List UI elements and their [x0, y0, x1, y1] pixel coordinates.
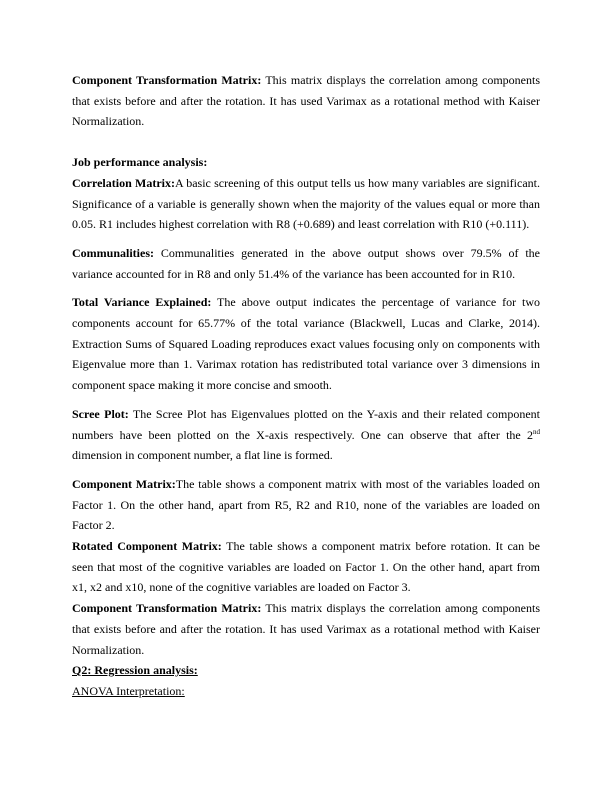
paragraph-total-variance: [72, 292, 540, 396]
label: Scree Plot:: [72, 406, 129, 421]
body-text: This matrix displays the correlation among components that exists before and after the rotation. It has used Varimax as a rotational method with Kaiser Normalization.: [72, 73, 541, 129]
label: Communalities:: [72, 245, 154, 260]
label: Total Variance Explained:: [72, 295, 212, 310]
superscript: nd: [533, 427, 540, 436]
label: Component Transformation Matrix:: [72, 73, 262, 87]
label: Component Matrix:: [72, 476, 176, 491]
label: Rotated Component Matrix:: [72, 539, 222, 554]
body-text: The Scree Plot has Eigenvalues plotted on the Y-axis and their related component numbers have been plotted on the X-axis respectively. One can observe that after the 2: [72, 406, 540, 442]
paragraph-component-matrix: [72, 474, 540, 536]
paragraph-scree-plot: [72, 404, 540, 466]
body-text: A basic screening of this output tells us how many variables are significant. Significance of a variable is generally shown when the majority of the values equal or more than 0.05. R1 includes highest correlation with R8 (+0.689) and least correlation with R10 (+0.111).: [72, 175, 541, 232]
body-text: This matrix displays the correlation among components that exists before and after the rotation. It has used Varimax as a rotational method with Kaiser Normalization.: [72, 601, 541, 657]
body-text-end: dimension in component number, a flat line is formed.: [72, 448, 333, 463]
paragraph-component-transformation-1: [72, 70, 540, 132]
body-text: The table shows a component matrix with most of the variables loaded on Factor 1. On the other hand, apart from R5, R2 and R10, none of the variables are loaded on Factor 2.: [72, 476, 540, 533]
anova-interpretation-heading: ANOVA Interpretation:: [72, 683, 185, 698]
job-performance-heading: Job performance analysis:: [72, 155, 208, 170]
label: Component Transformation Matrix:: [72, 601, 262, 616]
paragraph-communalities: [72, 243, 540, 284]
body-text: The above output indicates the percentage of variance for two components account for 65.77% of the total variance (Blackwell, Lucas and Clarke, 2014). Extraction Sums of Squared Loading reproduces exact values focusing only on components with Eigenvalue more than 1. Varimax rotation has redistributed total variance over 3 dimensions in component space making it more concise and smooth.: [72, 295, 540, 393]
body-text: The table shows a component matrix before rotation. It can be seen that most of the cognitive variables are loaded on Factor 1. On the other hand, apart from x1, x2 and x10, none of the cognitive variables are loaded on Factor 3.: [72, 539, 540, 595]
body-text: Communalities generated in the above output shows over 79.5% of the variance accounted for in R8 and only 51.4% of the variance has been accounted for in R10.: [72, 245, 540, 281]
label: Correlation Matrix:: [72, 175, 175, 190]
q2-regression-heading: Q2: Regression analysis:: [72, 663, 198, 678]
paragraph-correlation-matrix: [72, 173, 540, 235]
paragraph-component-transformation-2: [72, 598, 540, 660]
paragraph-rotated-component-matrix: [72, 536, 540, 598]
